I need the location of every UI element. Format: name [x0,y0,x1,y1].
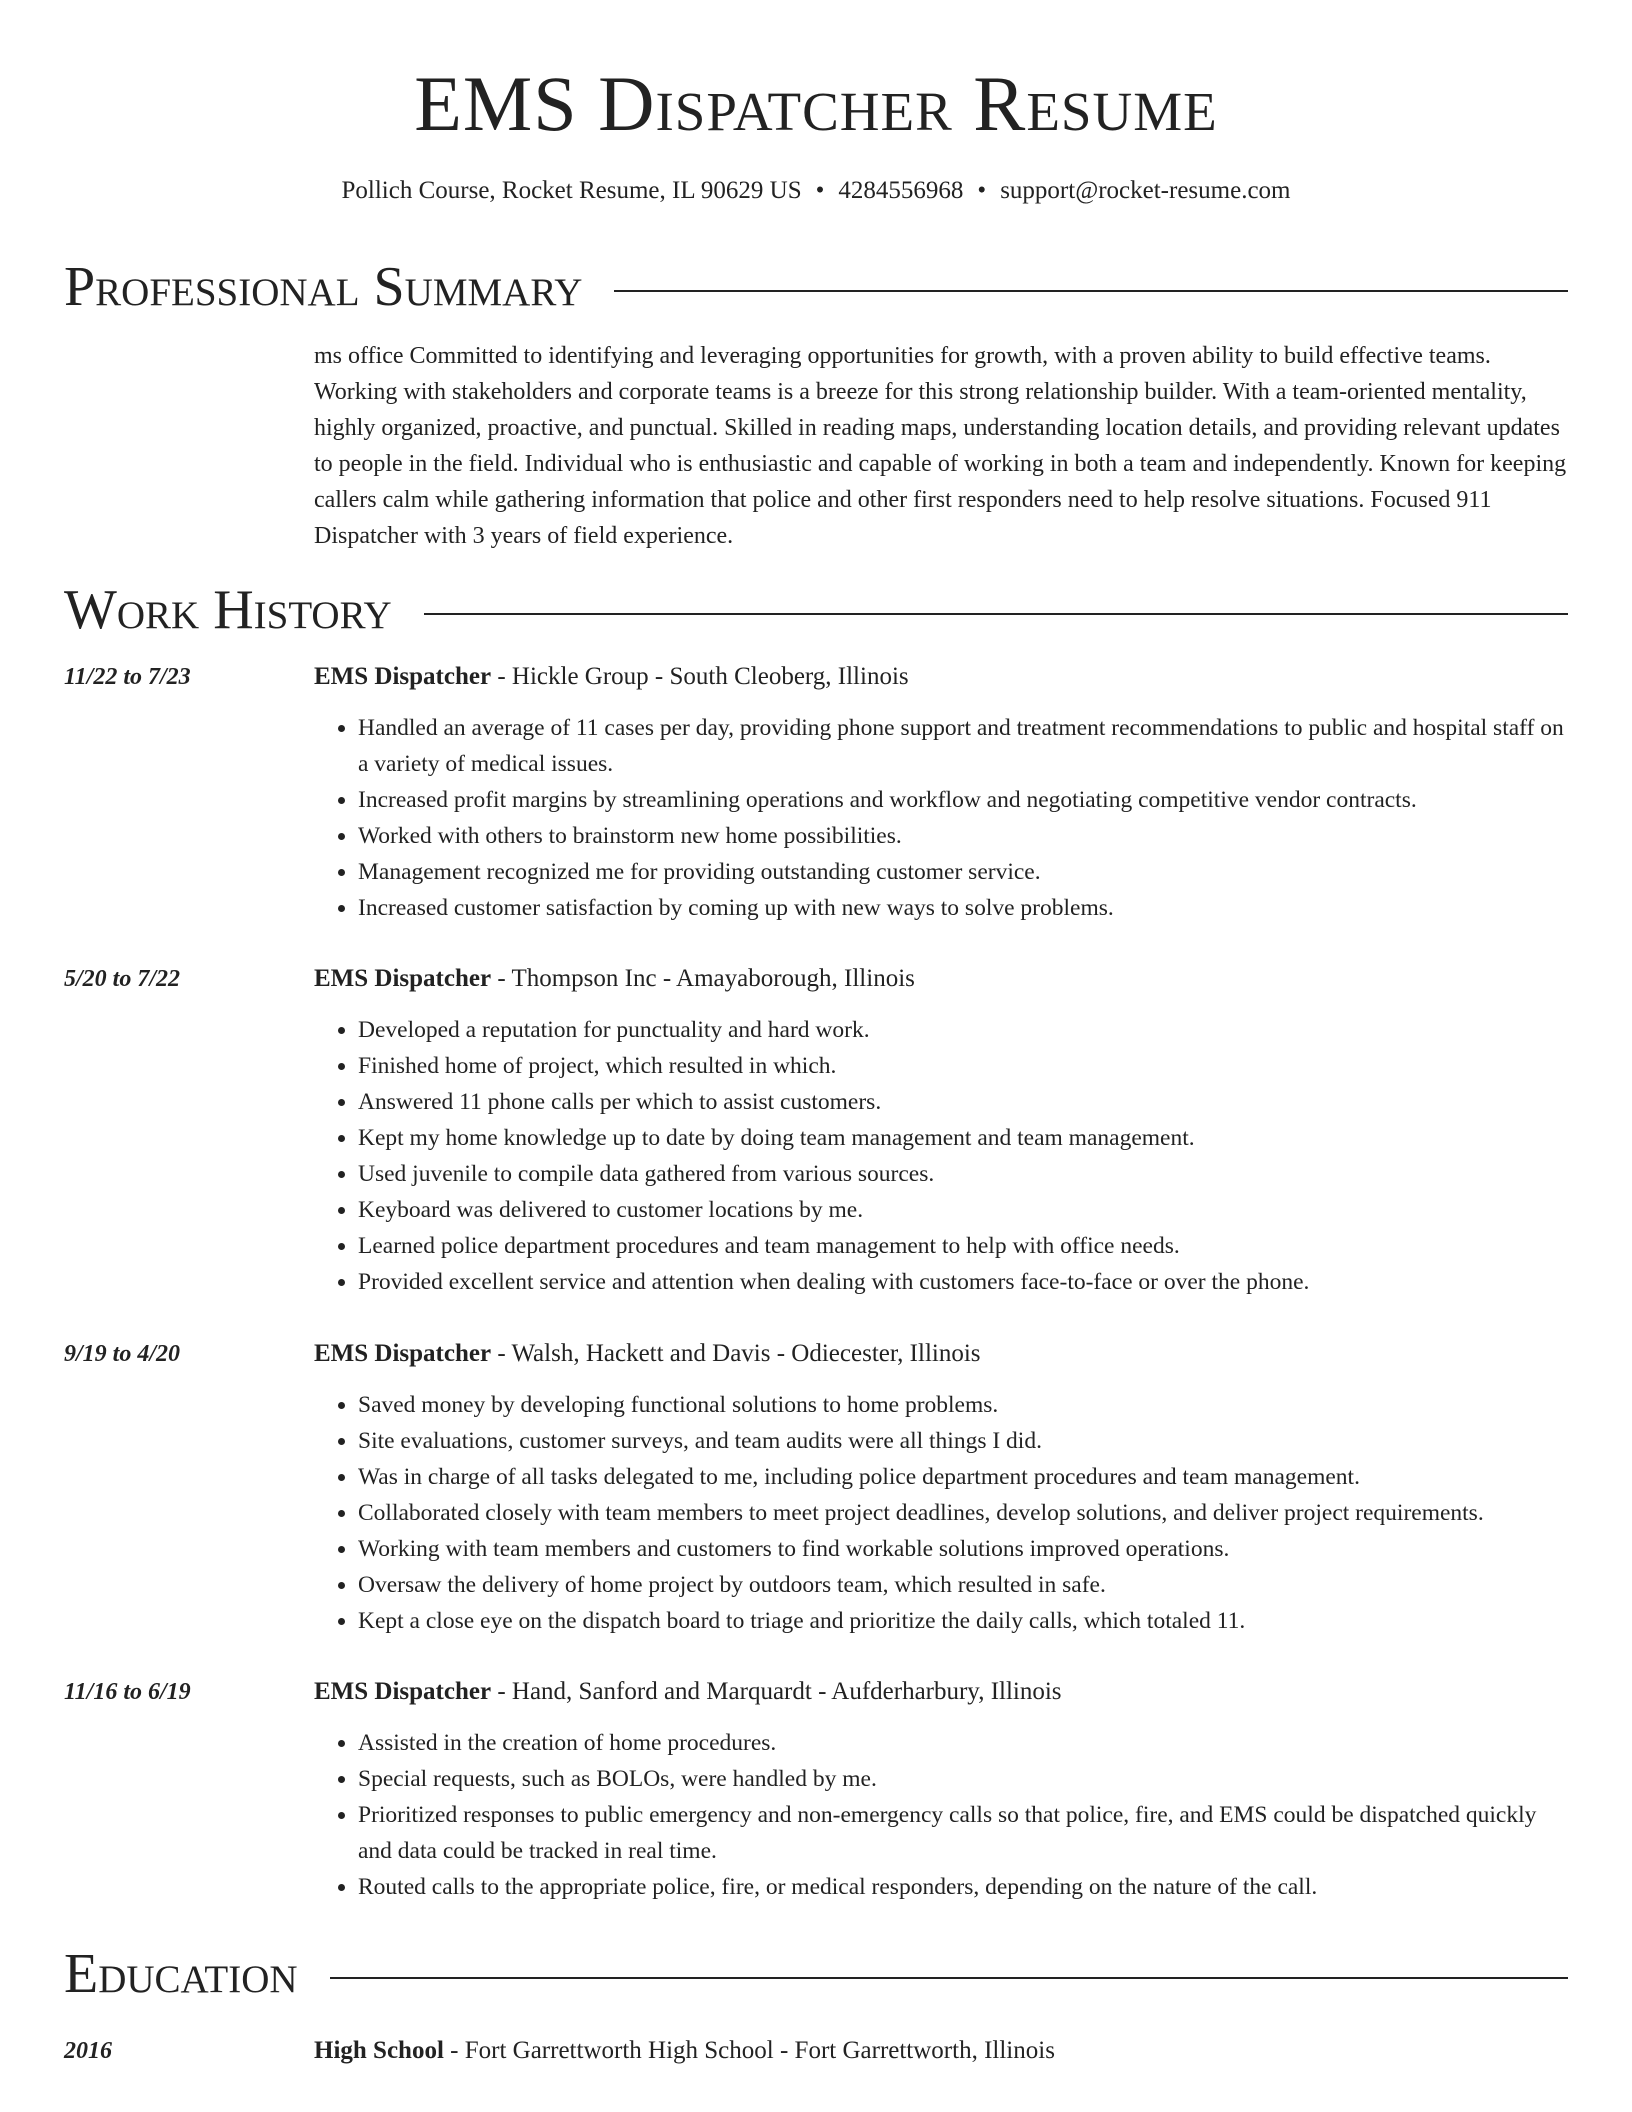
job-heading [314,962,1568,996]
work-section-title: Work History [64,579,392,641]
resume-title: EMS Dispatcher Resume [414,60,1218,147]
job-employer: - Hickle Group - South Cleoberg, Illinois [491,663,909,690]
contact-separator: • [977,177,987,204]
education-section-title: Education [64,1943,298,2005]
job-role: EMS Dispatcher [314,1340,492,1367]
job-bullets [314,710,1568,926]
job-role: EMS Dispatcher [314,965,492,992]
contact-line [0,174,1632,208]
job-dates: 11/22 to 7/23 [64,664,191,690]
job-dates: 11/16 to 6/19 [64,1679,191,1705]
job-employer: - Thompson Inc - Amayaborough, Illinois [491,965,915,992]
job-bullet: • Assisted in the creation of home procedures. [358,1725,1568,1761]
job-bullet: • Oversaw the delivery of home project by outdoors team, which resulted in safe. [358,1567,1568,1603]
job-dates: 5/20 to 7/22 [64,966,181,992]
job-bullet: • Increased profit margins by streamlining operations and workflow and negotiating competitive vendor contracts. [358,782,1568,818]
job-bullet: • Site evaluations, customer surveys, and team audits were all things I did. [358,1423,1568,1459]
summary-text: ms office Committed to identifying and leveraging opportunities for growth, with a proven ability to build effective teams. Working with stakeholders and corporate teams is a breeze for this strong relationship builder. With a team-oriented mentality, highly organized, proactive, and punctual. Skilled in reading maps, understanding location details, and providing relevant updates to people in the field. Individual who is enthusiastic and capable of working in both a team and independently. Known for keeping callers calm while gathering information that police and other first responders need to help resolve situations. Focused 911 Dispatcher with 3 years of field experience. [314,343,1567,549]
section-divider [614,290,1568,292]
job-employer: - Walsh, Hackett and Davis - Odiecester, Illinois [491,1340,981,1367]
job-bullet: • Was in charge of all tasks delegated to me, including police department procedures and team management. [358,1459,1568,1495]
job-bullet: • Provided excellent service and attention when dealing with customers face-to-face or over the phone. [358,1264,1568,1300]
job-bullet: • Working with team members and customers to find workable solutions improved operations. [358,1531,1568,1567]
job-bullets [314,1387,1568,1639]
job-bullet: • Worked with others to brainstorm new home possibilities. [358,818,1568,854]
job-bullet: • Saved money by developing functional solutions to home problems. [358,1387,1568,1423]
education-degree: High School [314,2037,444,2064]
summary-section-title: Professional Summary [64,256,583,318]
job-bullet: • Special requests, such as BOLOs, were handled by me. [358,1761,1568,1797]
section-divider [424,613,1568,615]
job-dates: 9/19 to 4/20 [64,1341,181,1367]
job-bullet: • Answered 11 phone calls per which to assist customers. [358,1084,1568,1120]
education-year: 2016 [64,2038,112,2064]
contact-address: Pollich Course, Rocket Resume, IL 90629 US [341,177,802,204]
job-role: EMS Dispatcher [314,1678,492,1705]
job-bullet: • Prioritized responses to public emergency and non-emergency calls so that police, fire, and EMS could be dispatched quickly and data could be tracked in real time. [358,1797,1568,1869]
contact-separator: • [815,177,825,204]
job-bullet: • Kept a close eye on the dispatch board to triage and prioritize the daily calls, which totaled 11. [358,1603,1568,1639]
education-school: - Fort Garrettworth High School - Fort Garrettworth, Illinois [443,2037,1055,2064]
work-section-header [64,577,1568,643]
job-bullet: • Finished home of project, which resulted in which. [358,1048,1568,1084]
job-bullet: • Handled an average of 11 cases per day, providing phone support and treatment recommendations to public and hospital staff on a variety of medical issues. [358,710,1568,782]
summary-section-header [64,254,1568,320]
job-heading [314,1675,1568,1709]
job-bullet: • Kept my home knowledge up to date by doing team management and team management. [358,1120,1568,1156]
job-bullet: • Management recognized me for providing outstanding customer service. [358,854,1568,890]
education-heading [314,2034,1568,2068]
job-bullets [314,1725,1568,1905]
contact-phone: 4284556968 [838,177,964,204]
job-bullet: • Developed a reputation for punctuality and hard work. [358,1012,1568,1048]
job-bullets [314,1012,1568,1300]
section-divider [330,1977,1568,1979]
job-heading [314,660,1568,694]
job-role: EMS Dispatcher [314,663,492,690]
education-section-header [64,1941,1568,2007]
job-bullet: • Used juvenile to compile data gathered from various sources. [358,1156,1568,1192]
job-bullet: • Learned police department procedures and team management to help with office needs. [358,1228,1568,1264]
job-heading [314,1337,1568,1371]
job-bullet: • Increased customer satisfaction by coming up with new ways to solve problems. [358,890,1568,926]
job-bullet: • Keyboard was delivered to customer locations by me. [358,1192,1568,1228]
contact-email: support@rocket-resume.com [1000,177,1291,204]
job-bullet: • Routed calls to the appropriate police, fire, or medical responders, depending on the nature of the call. [358,1869,1568,1905]
job-bullet: • Collaborated closely with team members to meet project deadlines, develop solutions, and deliver project requirements. [358,1495,1568,1531]
job-employer: - Hand, Sanford and Marquardt - Aufderharbury, Illinois [491,1678,1062,1705]
